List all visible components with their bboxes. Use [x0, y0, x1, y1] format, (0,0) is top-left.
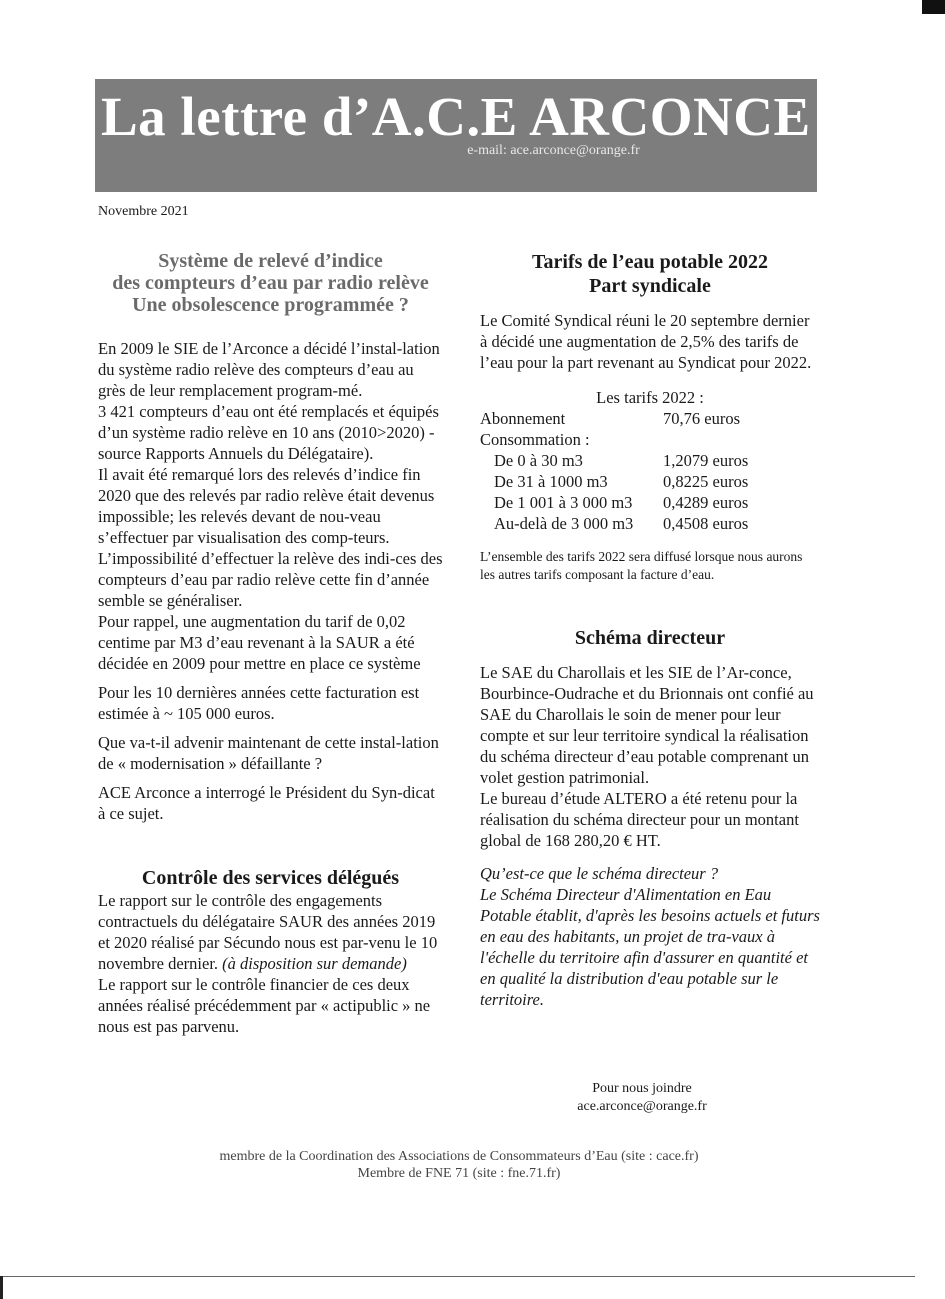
issue-date: Novembre 2021 [98, 204, 189, 219]
paragraph: Le bureau d’étude ALTERO a été retenu pour la réalisation du schéma directeur pour un montant global de 168 280,20 € HT. [480, 789, 799, 850]
tarif-label: De 0 à 30 m3 [494, 451, 583, 470]
tarif-row [480, 492, 820, 513]
article-body-radio-releve [98, 338, 443, 824]
article-heading-tarifs [480, 250, 820, 298]
tarif-value: 0,8225 euros [663, 472, 749, 491]
paragraph: Pour les 10 dernières années cette facturation est estimée à ~ 105 000 euros. [98, 683, 420, 723]
tarif-table [480, 387, 820, 584]
heading-line: Tarifs de l’eau potable 2022 [532, 251, 768, 273]
schema-definition [480, 863, 820, 1010]
paragraph: Le SAE du Charollais et les SIE de l’Ar-conce, Bourbince-Oudrache et du Brionnais ont confié au SAE du Charollais le soin de mener pour leur compte et sur leur territoire syndical la réalisation du schéma directeur d’eau potable comprenant un volet gestion patrimonial. [480, 663, 814, 787]
tarif-value: 0,4508 euros [663, 514, 749, 533]
tarif-row [480, 450, 820, 471]
tarif-label: De 1 001 à 3 000 m3 [494, 493, 633, 512]
definition-body: Le Schéma Directeur d'Alimentation en Eau Potable établit, d'après les besoins actuels et futurs en eau des habitants, un projet de tra-vaux à l'échelle du territoire afin d'assurer en quantité et en qualité la distribution d'eau potable sur le territoire. [480, 885, 820, 1009]
paragraph: Le Comité Syndical réuni le 20 septembre dernier à décidé une augmentation de 2,5% des tarifs de l’eau pour la part revenant au Syndicat pour 2022. [480, 311, 812, 372]
paragraph: Pour rappel, une augmentation du tarif de 0,02 centime par M3 d’eau revenant à la SAUR a été décidée en 2009 pour mettre en place ce système [98, 612, 421, 673]
paragraph-text: Le rapport sur le contrôle des engagements contractuels du délégataire SAUR des années 2019 et 2020 réalisé par Sécundo nous est par-venu le 10 novembre dernier. [98, 891, 438, 973]
scan-edge-mark [0, 1276, 3, 1299]
tarif-consommation-label: Consommation : [480, 430, 590, 449]
right-column [480, 250, 820, 1010]
newsletter-title: La lettre d’A.C.E ARCONCE [101, 86, 811, 147]
tarif-label: De 31 à 1000 m3 [494, 472, 608, 491]
tarif-label: Abonnement [480, 409, 566, 428]
definition-question: Qu’est-ce que le schéma directeur ? [480, 864, 719, 883]
paragraph: Il avait été remarqué lors des relevés d’indice fin 2020 que des relevés par radio relève était devenus impossible; les relevés devant de nou-veau s’effectuer par visualisation des comp-teurs. [98, 465, 435, 547]
paragraph: En 2009 le SIE de l’Arconce a décidé l’instal-lation du système radio relève des compteurs d’eau au grès de leur remplacement program-mé. [98, 339, 440, 400]
tarif-label: Au-delà de 3 000 m3 [494, 514, 634, 533]
article-heading-controle: Contrôle des services délégués [141, 867, 400, 889]
heading-line: Une obsolescence programmée ? [132, 294, 409, 316]
page-footer [98, 1148, 820, 1182]
paragraph: Que va-t-il advenir maintenant de cette instal-lation de « modernisation » défaillante ? [98, 733, 439, 773]
paragraph-italic-note: (à disposition sur demande) [222, 954, 407, 973]
masthead-email: e-mail: ace.arconce@orange.fr [467, 143, 640, 158]
tarif-value: 70,76 euros [663, 409, 740, 428]
tarif-row [480, 471, 820, 492]
heading-line: Système de relevé d’indice [158, 250, 383, 272]
left-column [98, 250, 443, 1037]
footer-line: membre de la Coordination des Associations de Consommateurs d’Eau (site : cace.fr) [219, 1149, 699, 1164]
article-body-schema [480, 662, 820, 851]
heading-line: des compteurs d’eau par radio relève [112, 272, 429, 294]
tarif-caption: Les tarifs 2022 : [596, 388, 704, 407]
paragraph [98, 890, 443, 974]
paragraph: 3 421 compteurs d’eau ont été remplacés et équipés d’un système radio relève en 10 ans (2010>2020) - source Rapports Annuels du Délégataire). [98, 402, 439, 463]
scan-edge-line [0, 1276, 915, 1277]
masthead-banner [95, 79, 817, 192]
tarif-value: 1,2079 euros [663, 451, 749, 470]
contact-label: Pour nous joindre [592, 1081, 692, 1096]
tarif-row [480, 513, 820, 534]
heading-line: Part syndicale [589, 275, 711, 297]
paragraph: ACE Arconce a interrogé le Président du Syn-dicat à ce sujet. [98, 783, 435, 823]
article-heading-radio-releve [98, 250, 443, 316]
contact-block [540, 1080, 744, 1116]
paragraph: Le rapport sur le contrôle financier de ces deux années réalisé précédemment par « actipublic » ne nous est pas parvenu. [98, 975, 431, 1036]
tarif-row [480, 408, 820, 429]
contact-email: ace.arconce@orange.fr [577, 1099, 707, 1114]
tarif-note: L’ensemble des tarifs 2022 sera diffusé lorsque nous aurons les autres tarifs composant la facture d’eau. [480, 549, 803, 582]
article-heading-schema: Schéma directeur [574, 627, 726, 649]
paragraph: L’impossibilité d’effectuer la relève des indi-ces des compteurs d’eau par radio relève cette fin d’année semble se généraliser. [98, 549, 443, 610]
footer-line: Membre de FNE 71 (site : fne.71.fr) [357, 1166, 561, 1181]
scan-corner-mark [922, 0, 945, 14]
article-body-controle [98, 890, 443, 1037]
tarif-value: 0,4289 euros [663, 493, 749, 512]
